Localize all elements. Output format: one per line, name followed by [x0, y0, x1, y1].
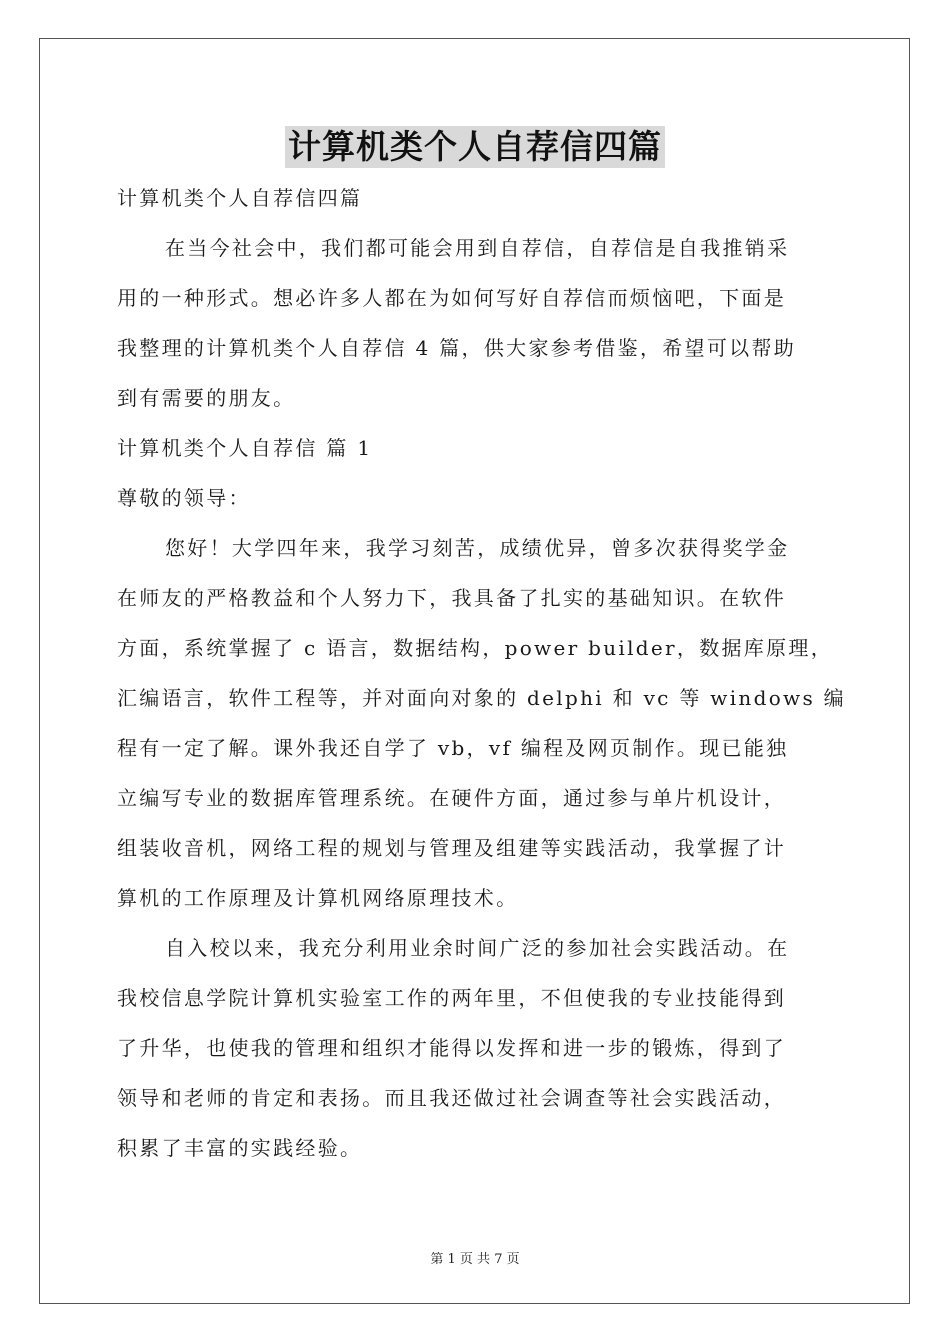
text-line: 汇编语言，软件工程等，并对面向对象的 delphi 和 vc 等 windows 编 — [117, 686, 846, 710]
document-title: 计算机类个人自荐信四篇 — [285, 126, 665, 168]
text-line: 在当今社会中，我们都可能会用到自荐信，自荐信是自我推销采 — [165, 236, 790, 260]
text-line: 算机的工作原理及计算机网络原理技术。 — [117, 886, 519, 910]
text-line: 在师友的严格教益和个人努力下，我具备了扎实的基础知识。在软件 — [117, 586, 786, 610]
document-body — [117, 173, 846, 1173]
text-line: 了升华，也使我的管理和组织才能得以发挥和进一步的锻炼，得到了 — [117, 1036, 786, 1060]
text-line: 自入校以来，我充分利用业余时间广泛的参加社会实践活动。在 — [165, 936, 790, 960]
text-line: 我整理的计算机类个人自荐信 4 篇，供大家参考借鉴，希望可以帮助 — [117, 336, 797, 360]
text-line: 您好！大学四年来，我学习刻苦，成绩优异，曾多次获得奖学金 — [165, 536, 790, 560]
text-line: 到有需要的朋友。 — [117, 386, 296, 410]
text-line: 尊敬的领导： — [117, 486, 251, 510]
text-line: 立编写专业的数据库管理系统。在硬件方面，通过参与单片机设计， — [117, 786, 786, 810]
text-line: 用的一种形式。想必许多人都在为如何写好自荐信而烦恼吧，下面是 — [117, 286, 786, 310]
text-line: 方面，系统掌握了 c 语言，数据结构，power builder，数据库原理， — [117, 636, 834, 660]
text-line: 计算机类个人自荐信 篇 1 — [117, 436, 373, 460]
page-footer: 第 1 页 共 7 页 — [430, 1252, 520, 1267]
text-line: 计算机类个人自荐信四篇 — [117, 186, 363, 210]
text-line: 领导和老师的肯定和表扬。而且我还做过社会调查等社会实践活动， — [117, 1086, 786, 1110]
text-line: 积累了丰富的实践经验。 — [117, 1136, 363, 1160]
text-line: 我校信息学院计算机实验室工作的两年里，不但使我的专业技能得到 — [117, 986, 786, 1010]
text-line: 组装收音机，网络工程的规划与管理及组建等实践活动，我掌握了计 — [117, 836, 786, 860]
title-container — [0, 126, 950, 168]
text-line: 程有一定了解。课外我还自学了 vb，vf 编程及网页制作。现已能独 — [117, 736, 789, 760]
